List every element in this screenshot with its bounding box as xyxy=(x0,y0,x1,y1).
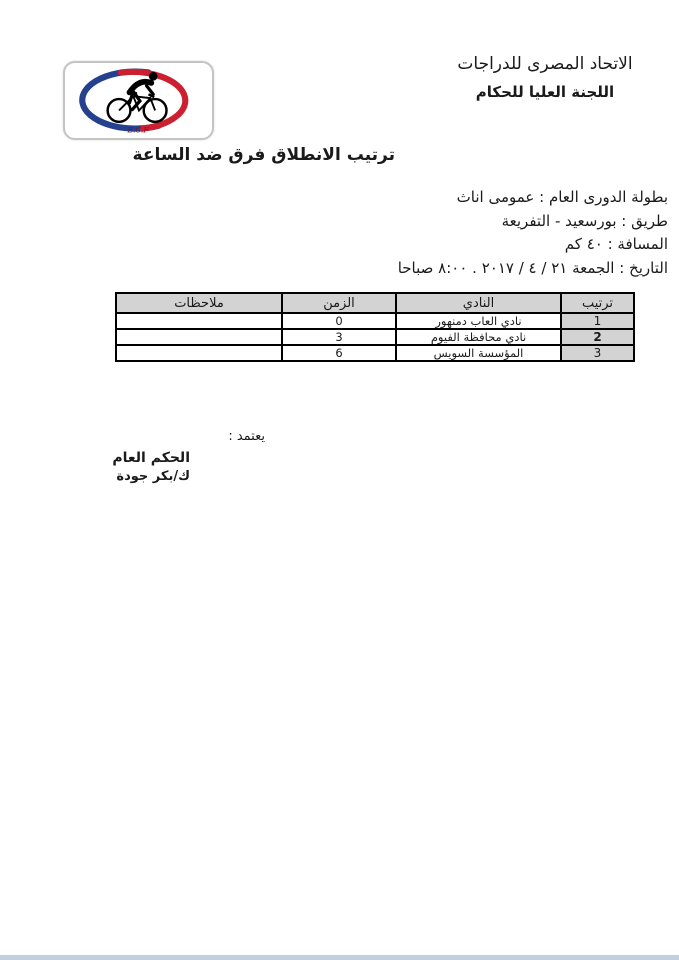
race-details xyxy=(398,186,668,280)
approve-label: يعتمد : xyxy=(228,429,265,444)
col-header-time: الزمن xyxy=(282,293,396,313)
table-row xyxy=(116,345,634,361)
club-cell: المؤسسة السويس xyxy=(396,345,561,361)
committee-name: اللجنة العليا للحكام xyxy=(475,83,615,101)
detail-road: طريق : بورسعيد - التفريعة xyxy=(501,211,668,230)
time-cell: 3 xyxy=(282,329,396,345)
detail-datetime: التاريخ : الجمعة ٢١ / ٤ / ٢٠١٧ . ٨:٠٠ صباحا xyxy=(397,258,668,277)
page-bottom-edge xyxy=(0,955,679,960)
time-cell: 6 xyxy=(282,345,396,361)
table-row xyxy=(116,329,634,345)
org-header xyxy=(420,54,670,101)
rank-cell: 1 xyxy=(561,313,634,329)
referee-name: ك/بكر جودة xyxy=(116,469,190,484)
club-cell: نادي العاب دمنهور xyxy=(396,313,561,329)
table-row xyxy=(116,313,634,329)
rank-cell: 3 xyxy=(561,345,634,361)
cyclist-logo-icon xyxy=(65,63,212,138)
col-header-rank: ترتيب xyxy=(561,293,634,313)
federation-name: الاتحاد المصرى للدراجات xyxy=(457,54,633,74)
start-order-table xyxy=(115,292,635,362)
table-header-row xyxy=(116,293,634,313)
rank-cell: 2 xyxy=(561,329,634,345)
time-cell: 0 xyxy=(282,313,396,329)
notes-cell xyxy=(116,329,282,345)
club-cell: نادي محافظة الفيوم xyxy=(396,329,561,345)
notes-cell xyxy=(116,313,282,329)
notes-cell xyxy=(116,345,282,361)
page-title: ترتيب الانطلاق فرق ضد الساعة xyxy=(132,145,395,165)
col-header-notes: ملاحظات xyxy=(116,293,282,313)
federation-logo xyxy=(63,61,214,140)
referee-role: الحكم العام xyxy=(112,450,190,466)
col-header-club: النادي xyxy=(396,293,561,313)
logo-ecf-text: E.C.F xyxy=(127,125,149,135)
cyclist-silhouette xyxy=(108,72,167,122)
detail-distance: المسافة : ٤٠ كم xyxy=(564,235,668,253)
detail-championship: بطولة الدورى العام : عمومى اناث xyxy=(456,188,668,206)
